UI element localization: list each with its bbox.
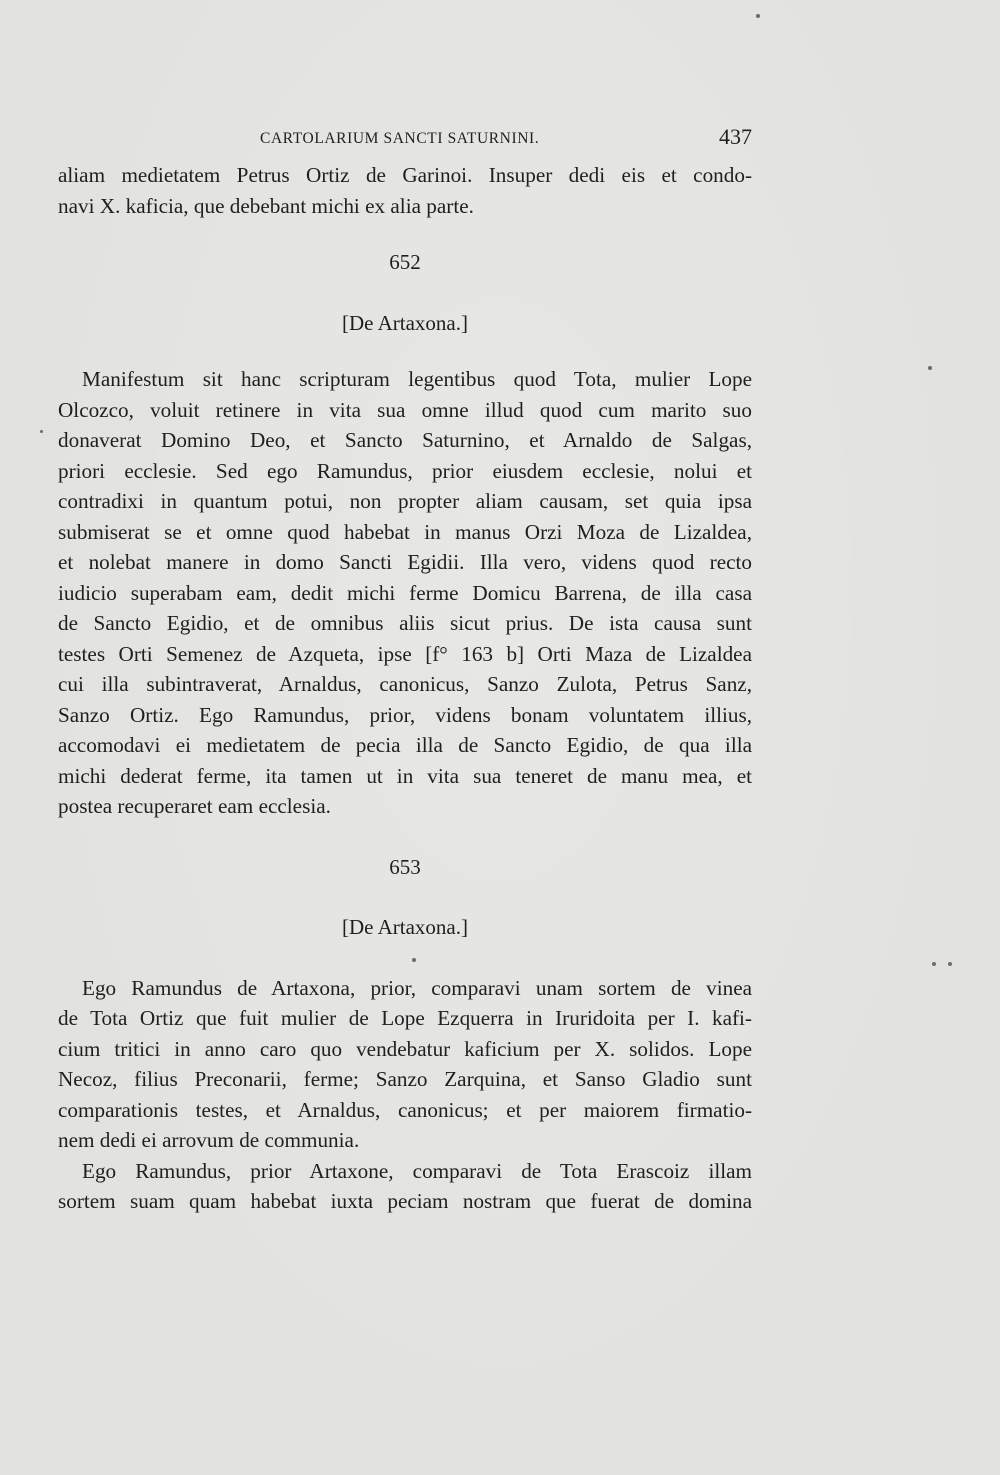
ink-speck bbox=[932, 962, 936, 966]
text-line: sortem suam quam habebat iuxta peciam nostram que fuerat de domina bbox=[58, 1189, 752, 1213]
text-line: Sanzo Ortiz. Ego Ramundus, prior, videns bonam voluntatem illius, bbox=[58, 702, 752, 727]
charter-paragraph bbox=[58, 1156, 752, 1217]
text-line: de Sancto Egidio, et de omnibus aliis sicut prius. De ista causa sunt bbox=[58, 611, 752, 635]
page-number: 437 bbox=[719, 124, 752, 149]
text-line: contradixi in quantum potui, non propter aliam causam, set quia ipsa bbox=[58, 489, 752, 513]
text-line: aliam medietatem Petrus Ortiz de Garinoi. Insuper dedi eis et condo- bbox=[58, 163, 752, 187]
text-line: postea recuperaret eam ecclesia. bbox=[58, 794, 331, 818]
text-line: de Tota Ortiz que fuit mulier de Lope Ezquerra in Iruridoita per I. kafi- bbox=[58, 1006, 752, 1030]
text-line: navi X. kaficia, que debebant michi ex alia parte. bbox=[58, 193, 474, 218]
charter-paragraph bbox=[58, 973, 752, 1156]
text-line: submiserat se et omne quod habebat in manus Orzi Moza de Lizaldea, bbox=[58, 519, 752, 544]
text-line: nem dedi ei arrovum de communia. bbox=[58, 1128, 360, 1152]
text-line: Ego Ramundus, prior Artaxone, comparavi de Tota Erascoiz illam bbox=[82, 1158, 752, 1183]
page-header bbox=[58, 124, 752, 154]
ink-speck bbox=[412, 958, 416, 962]
text-line: et nolebat manere in domo Sancti Egidii. Illa vero, videns quod recto bbox=[58, 550, 752, 574]
text-line: donaverat Domino Deo, et Sancto Saturnino, et Arnaldo de Salgas, bbox=[58, 428, 752, 452]
charter-number: 653 bbox=[389, 854, 421, 879]
charter-paragraph bbox=[58, 364, 752, 822]
charter-title: [De Artaxona.] bbox=[342, 310, 468, 335]
ink-speck bbox=[40, 430, 43, 433]
ink-speck bbox=[756, 14, 760, 18]
text-line: iudicio superabam eam, dedit michi ferme Domicu Barrena, de illa casa bbox=[58, 580, 752, 605]
text-line: accomodavi ei medietatem de pecia illa de Sancto Egidio, de qua illa bbox=[58, 733, 752, 757]
text-line: cium tritici in anno caro quo vendebatur kaficium per X. solidos. Lope bbox=[58, 1036, 752, 1061]
text-line: cui illa subintraverat, Arnaldus, canonicus, Sanzo Zulota, Petrus Sanz, bbox=[58, 672, 752, 696]
text-line: testes Orti Semenez de Azqueta, ipse [f° 163 b] Orti Maza de Lizaldea bbox=[58, 641, 752, 666]
text-line: Necoz, filius Preconarii, ferme; Sanzo Zarquina, et Sanso Gladio sunt bbox=[58, 1067, 752, 1091]
text-line: priori ecclesie. Sed ego Ramundus, prior eiusdem ecclesie, nolui et bbox=[58, 458, 752, 483]
text-line: Manifestum sit hanc scripturam legentibus quod Tota, mulier Lope bbox=[82, 367, 752, 391]
charter-number: 652 bbox=[389, 250, 421, 274]
ink-speck bbox=[948, 962, 952, 966]
running-title: CARTOLARIUM SANCTI SATURNINI. bbox=[260, 130, 540, 147]
text-line: michi dederat ferme, ita tamen ut in vita sua teneret de manu mea, et bbox=[58, 763, 752, 788]
text-line: Olcozco, voluit retinere in vita sua omne illud quod cum marito suo bbox=[58, 397, 752, 422]
ink-speck bbox=[928, 366, 932, 370]
text-line: Ego Ramundus de Artaxona, prior, comparavi unam sortem de vinea bbox=[82, 975, 752, 1000]
text-line: comparationis testes, et Arnaldus, canonicus; et per maiorem firmatio- bbox=[58, 1097, 752, 1122]
page-body bbox=[58, 160, 752, 1217]
charter-title: [De Artaxona.] bbox=[342, 915, 468, 939]
